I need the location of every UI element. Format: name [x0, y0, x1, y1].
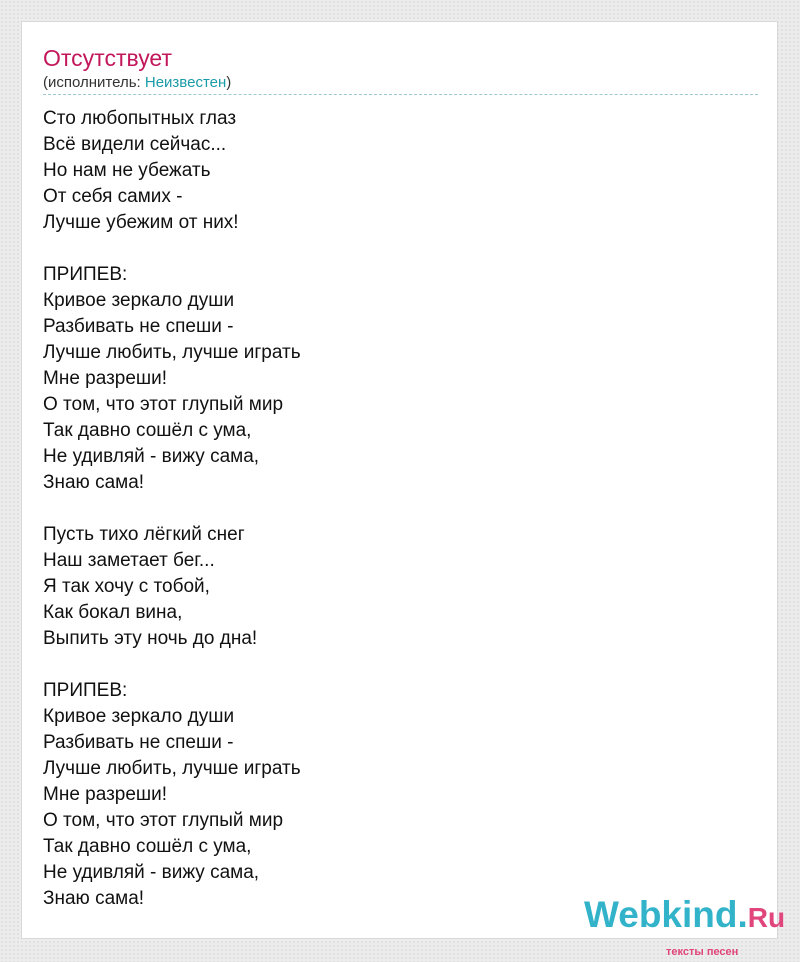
lyrics-line: Разбивать не спеши -	[43, 316, 234, 337]
lyrics-line: Разбивать не спеши -	[43, 732, 234, 753]
lyrics-line: О том, что этот глупый мир	[43, 394, 284, 415]
lyrics-line: Знаю сама!	[43, 888, 145, 909]
lyrics-line: Кривое зеркало души	[43, 706, 235, 727]
lyrics-line: Не удивляй - вижу сама,	[43, 446, 260, 467]
lyrics-line: Выпить эту ночь до дна!	[43, 628, 258, 649]
lyrics-line: Сто любопытных глаз	[43, 108, 237, 129]
lyrics-blank-line	[43, 236, 301, 262]
song-title: Отсутствует	[43, 45, 172, 71]
lyrics-line: Мне разреши!	[43, 368, 168, 389]
lyrics-blank-line	[43, 652, 301, 678]
logo-dot: .	[737, 894, 748, 935]
artist-line	[43, 73, 231, 93]
lyrics-line: ПРИПЕВ:	[43, 264, 128, 285]
lyrics-line: Знаю сама!	[43, 472, 145, 493]
lyrics-card	[21, 21, 786, 958]
lyrics-line: Мне разреши!	[43, 784, 168, 805]
artist-suffix: )	[226, 74, 232, 91]
lyrics-line: Но нам не убежать	[43, 160, 211, 181]
title-divider	[43, 94, 758, 95]
lyrics-line: Так давно сошёл с ума,	[43, 420, 252, 441]
lyrics-line: Кривое зеркало души	[43, 290, 235, 311]
lyrics-line: Лучше любить, лучше играть	[43, 342, 301, 363]
logo-name: Webkind	[584, 894, 738, 935]
lyrics-line: От себя самих -	[43, 186, 183, 207]
logo-wordmark	[584, 894, 785, 939]
lyrics-line: Так давно сошёл с ума,	[43, 836, 252, 857]
lyrics-line: Не удивляй - вижу сама,	[43, 862, 260, 883]
lyrics-line: Наш заметает бег...	[43, 550, 215, 571]
logo-tld: Ru	[747, 902, 786, 933]
artist-prefix: (исполнитель:	[43, 74, 145, 91]
logo-tagline: тексты песен	[666, 946, 739, 958]
lyrics-line: Лучше любить, лучше играть	[43, 758, 301, 779]
lyrics-line: О том, что этот глупый мир	[43, 810, 284, 831]
lyrics-line: Как бокал вина,	[43, 602, 183, 623]
lyrics-line: ПРИПЕВ:	[43, 680, 128, 701]
lyrics-line: Пусть тихо лёгкий снег	[43, 524, 245, 545]
artist-link[interactable]: Неизвестен	[144, 74, 227, 91]
lyrics-blank-line	[43, 496, 301, 522]
lyrics-line: Лучше убежим от них!	[43, 212, 239, 233]
lyrics-line: Всё видели сейчас...	[43, 134, 227, 155]
webkind-logo[interactable]	[584, 894, 786, 958]
lyrics-line: Я так хочу с тобой,	[43, 576, 210, 597]
lyrics-text	[43, 106, 301, 912]
